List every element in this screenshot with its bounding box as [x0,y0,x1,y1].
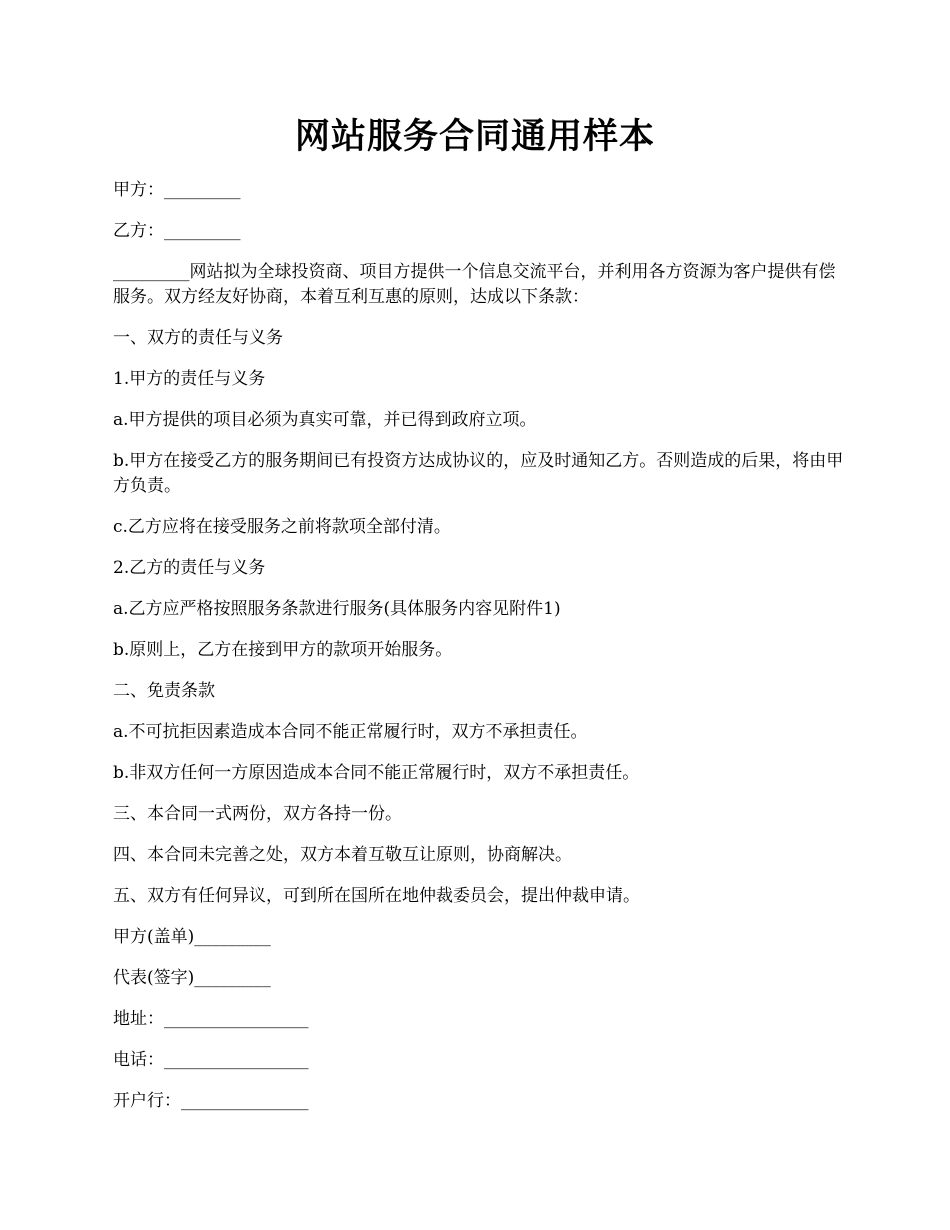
bank-line: 开户行：_______________ [113,1091,309,1111]
exemption-a: a.不可抗拒因素造成本合同不能正常履行时，双方不承担责任。 [113,722,588,742]
party-a-seal-line: 甲方(盖单)_________ [113,927,271,947]
clause-1a: a.甲方提供的项目必须为真实可靠，并已得到政府立项。 [113,410,537,430]
phone-line: 电话：_________________ [113,1050,309,1070]
subsection-1-heading: 1.甲方的责任与义务 [113,369,266,389]
section-2-heading: 二、免责条款 [113,681,215,701]
section-5: 五、双方有任何异议，可到所在国所在地仲裁委员会，提出仲裁申请。 [113,886,640,906]
section-3: 三、本合同一式两份，双方各持一份。 [113,804,402,824]
clause-2a: a.乙方应严格按照服务条款进行服务(具体服务内容见附件1) [113,599,561,619]
section-1-heading: 一、双方的责任与义务 [113,328,283,348]
intro-paragraph: _________网站拟为全球投资商、项目方提供一个信息交流平台，并利用各方资源为客户提供有偿服务。双方经友好协商，本着互利互惠的原则，达成以下条款： [113,262,836,307]
subsection-2-heading: 2.乙方的责任与义务 [113,558,266,578]
exemption-b: b.非双方任何一方原因造成本合同不能正常履行时，双方不承担责任。 [113,763,640,783]
party-b-line: 乙方：_________ [113,221,241,241]
document-body [113,178,848,1130]
party-a-line: 甲方：_________ [113,180,241,200]
clause-2b: b.原则上，乙方在接到甲方的款项开始服务。 [113,640,453,660]
clause-1b: b.甲方在接受乙方的服务期间已有投资方达成协议的，应及时通知乙方。否则造成的后果，将由甲方负责。 [113,451,844,496]
section-4: 四、本合同未完善之处，双方本着互敬互让原则，协商解决。 [113,845,572,865]
representative-signature-line: 代表(签字)_________ [113,968,271,988]
address-line: 地址：_________________ [113,1009,309,1029]
document-title: 网站服务合同通用样本 [294,116,655,157]
clause-1c: c.乙方应将在接受服务之前将款项全部付清。 [113,517,451,537]
